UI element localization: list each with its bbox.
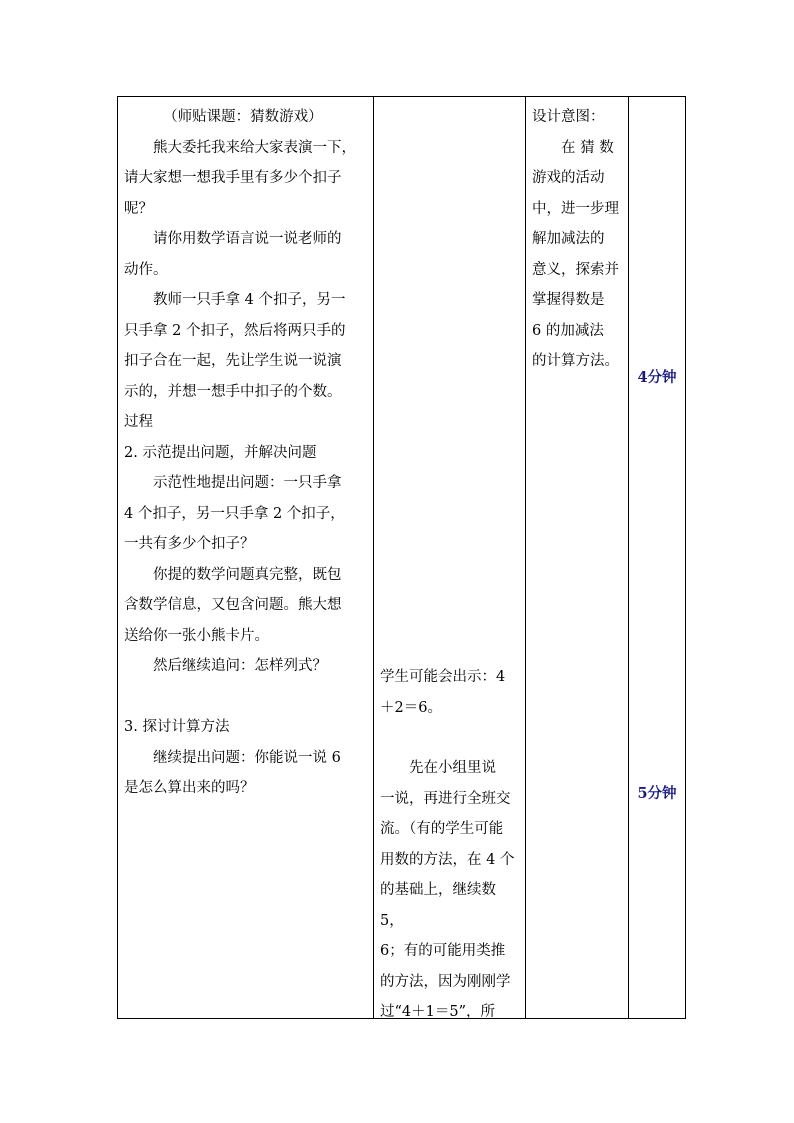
teacher-activity-cell (118, 97, 374, 1019)
activity-line: 扣子合在一起，先让学生说一说演 (124, 353, 342, 369)
activity-line: 动作。 (124, 261, 168, 278)
student-line: 6；有的可能用类推 (380, 943, 506, 959)
student-line: 的基础上，继续数 5， (380, 882, 496, 929)
student-discussion-block (380, 753, 521, 1028)
activity-line: 示范性地提出问题：一只手拿 (153, 475, 342, 491)
time-cell (629, 97, 686, 1019)
design-intent-line: 在 猜 数 (561, 139, 614, 156)
activity-line: 熊大委托我来给大家表演一下， (153, 139, 356, 156)
design-intent-label: 设计意图： (532, 109, 605, 125)
design-intent-line: 掌握得数是 (532, 292, 605, 308)
student-line: 流。（有的学生可能 (380, 821, 504, 837)
design-intent-line: 游戏的活动 (532, 170, 605, 186)
lesson-plan-table (117, 96, 686, 1019)
section-heading: 3. 探讨计算方法 (124, 719, 230, 735)
design-intent-line: 解加减法的 (532, 231, 605, 247)
activity-line: 你提的数学问题真完整，既包 (153, 566, 342, 583)
activity-line: （师贴课题：猜数游戏） (163, 109, 323, 125)
activity-line: 教师一只手拿 4 个扣子，另一 (153, 292, 346, 308)
student-line: 先在小组里说 (409, 760, 496, 776)
time-allocation-2: 5分钟 (637, 785, 677, 802)
activity-line: 继续提出问题：你能说一说 6 (153, 749, 341, 766)
student-line: 的方法，因为刚刚学 (380, 973, 511, 990)
student-response-block (380, 662, 521, 723)
activity-line: 过程 (124, 414, 153, 430)
time-allocation-1: 4分钟 (637, 369, 677, 386)
table-row (118, 97, 686, 1019)
activity-line: 含数学信息，又包含问题。熊大想 (124, 597, 342, 613)
activity-line: 示的，并想一想手中扣子的个数。 (124, 383, 342, 400)
activity-line: 请大家想一想我手里有多少个扣子 (124, 170, 342, 186)
student-line: 学生可能会出示：4 (380, 669, 506, 685)
activity-line: 是怎么算出来的吗？ (124, 780, 255, 796)
activity-line: 只手拿 2 个扣子，然后将两只手的 (124, 322, 346, 339)
blank-line (124, 682, 369, 713)
section-heading: 2. 示范提出问题，并解决问题 (124, 444, 317, 461)
activity-line: 然后继续追问：怎样列式？ (153, 658, 327, 674)
activity-line: 请你用数学语言说一说老师的 (153, 231, 342, 247)
design-intent-cell (526, 97, 629, 1019)
student-activity-cell (374, 97, 526, 1019)
activity-line: 4 个扣子，另一只手拿 2 个扣子， (124, 505, 345, 522)
activity-line: 一共有多少个扣子？ (124, 536, 255, 552)
student-line: ＋2＝6。 (380, 699, 442, 716)
student-line: 一说，再进行全班交 (380, 790, 511, 807)
student-line: 用数的方法，在 4 个 (380, 851, 515, 868)
design-intent-line: 6 的加减法 (532, 322, 604, 339)
student-line: 过“4＋1＝5”，所 (380, 1004, 496, 1020)
activity-line: 呢？ (124, 200, 153, 217)
design-intent-line: 的计算方法。 (532, 353, 619, 369)
design-intent-line: 意义，探索并 (532, 261, 619, 278)
design-intent-line: 中，进一步理 (532, 200, 619, 217)
activity-line: 送给你一张小熊卡片。 (124, 627, 269, 644)
